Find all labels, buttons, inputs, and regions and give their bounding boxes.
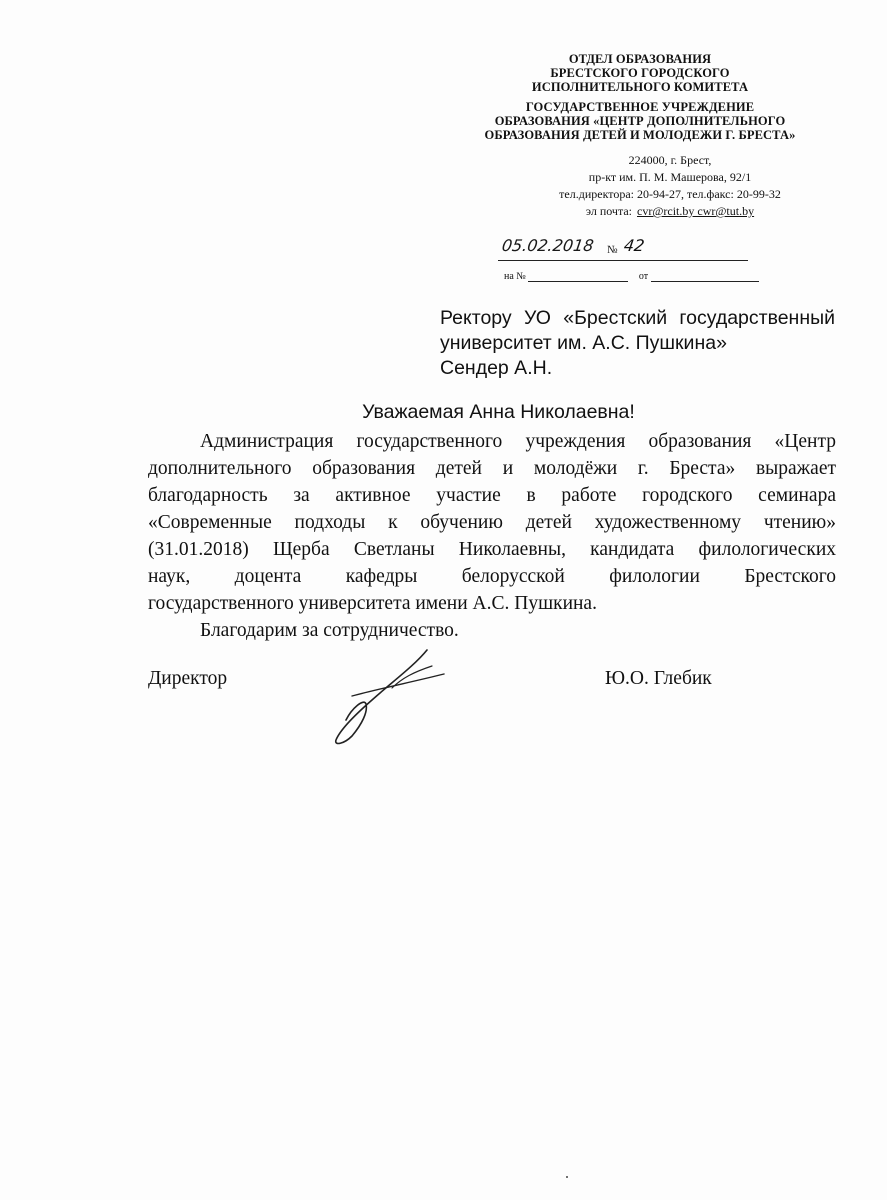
body-line: государственного университета имени А.С. Пушкина.	[148, 593, 597, 614]
email-label: эл почта:	[585, 204, 633, 218]
reference-number-blank	[528, 271, 628, 282]
address-block	[440, 152, 840, 220]
body-line: «Современные подходы к обучению детей художественному чтению»	[148, 512, 836, 533]
reference-line	[504, 271, 774, 282]
institution-name	[440, 100, 840, 142]
reference-from-label: от	[638, 271, 649, 282]
handwritten-signature	[322, 648, 452, 748]
department-line: ИСПОЛНИТЕЛЬНОГО КОМИТЕТА	[531, 80, 749, 94]
phone-numbers: тел.директора: 20-94-27, тел.факс: 20-99-32	[559, 187, 781, 201]
addressee-block	[440, 306, 835, 381]
postal-address: 224000, г. Брест,	[628, 153, 712, 167]
signatory-name: Ю.О. Глебик	[605, 668, 712, 689]
body-line: наук, доцента кафедры белорусской филологии Брестского	[148, 566, 836, 587]
registration-line	[498, 260, 748, 261]
department-line: БРЕСТСКОГО ГОРОДСКОГО	[550, 66, 730, 80]
letterhead	[440, 52, 840, 220]
body-line: дополнительного образования детей и молодёжи г. Бреста» выражает	[148, 458, 836, 479]
registration-number: 42	[622, 236, 646, 255]
institution-line: ГОСУДАРСТВЕННОЕ УЧРЕЖДЕНИЕ	[525, 100, 755, 114]
department-name	[440, 52, 840, 94]
signatory-title: Директор	[148, 668, 228, 689]
salutation: Уважаемая Анна Николаевна!	[362, 401, 635, 423]
registration-number-label: №	[607, 244, 618, 256]
email-line	[500, 203, 840, 220]
closing-line: Благодарим за сотрудничество.	[200, 620, 459, 641]
body-line: (31.01.2018) Щерба Светланы Николаевны, кандидата филологических	[148, 539, 836, 560]
institution-line: ОБРАЗОВАНИЯ «ЦЕНТР ДОПОЛНИТЕЛЬНОГО	[494, 114, 786, 128]
addressee-line: Ректору УО «Брестский государственный	[440, 307, 835, 329]
addressee-name: Сендер А.Н.	[440, 357, 553, 379]
body-line: благодарность за активное участие в работе городского семинара	[148, 485, 836, 506]
institution-line: ОБРАЗОВАНИЯ ДЕТЕЙ И МОЛОДЕЖИ Г. БРЕСТА»	[484, 128, 796, 142]
registration-date: 05.02.2018	[500, 236, 595, 255]
letter-body	[148, 428, 836, 617]
email-values: cvr@rcit.by cwr@tut.by	[637, 204, 755, 218]
reference-prefix: на №	[504, 271, 526, 282]
reference-date-blank	[651, 271, 759, 282]
scan-speck	[566, 1176, 568, 1178]
body-line: Администрация государственного учреждения образования «Центр	[200, 431, 836, 452]
street-address: пр-кт им. П. М. Машерова, 92/1	[588, 170, 752, 184]
addressee-line: университет им. А.С. Пушкина»	[440, 332, 727, 354]
department-line: ОТДЕЛ ОБРАЗОВАНИЯ	[568, 52, 712, 66]
